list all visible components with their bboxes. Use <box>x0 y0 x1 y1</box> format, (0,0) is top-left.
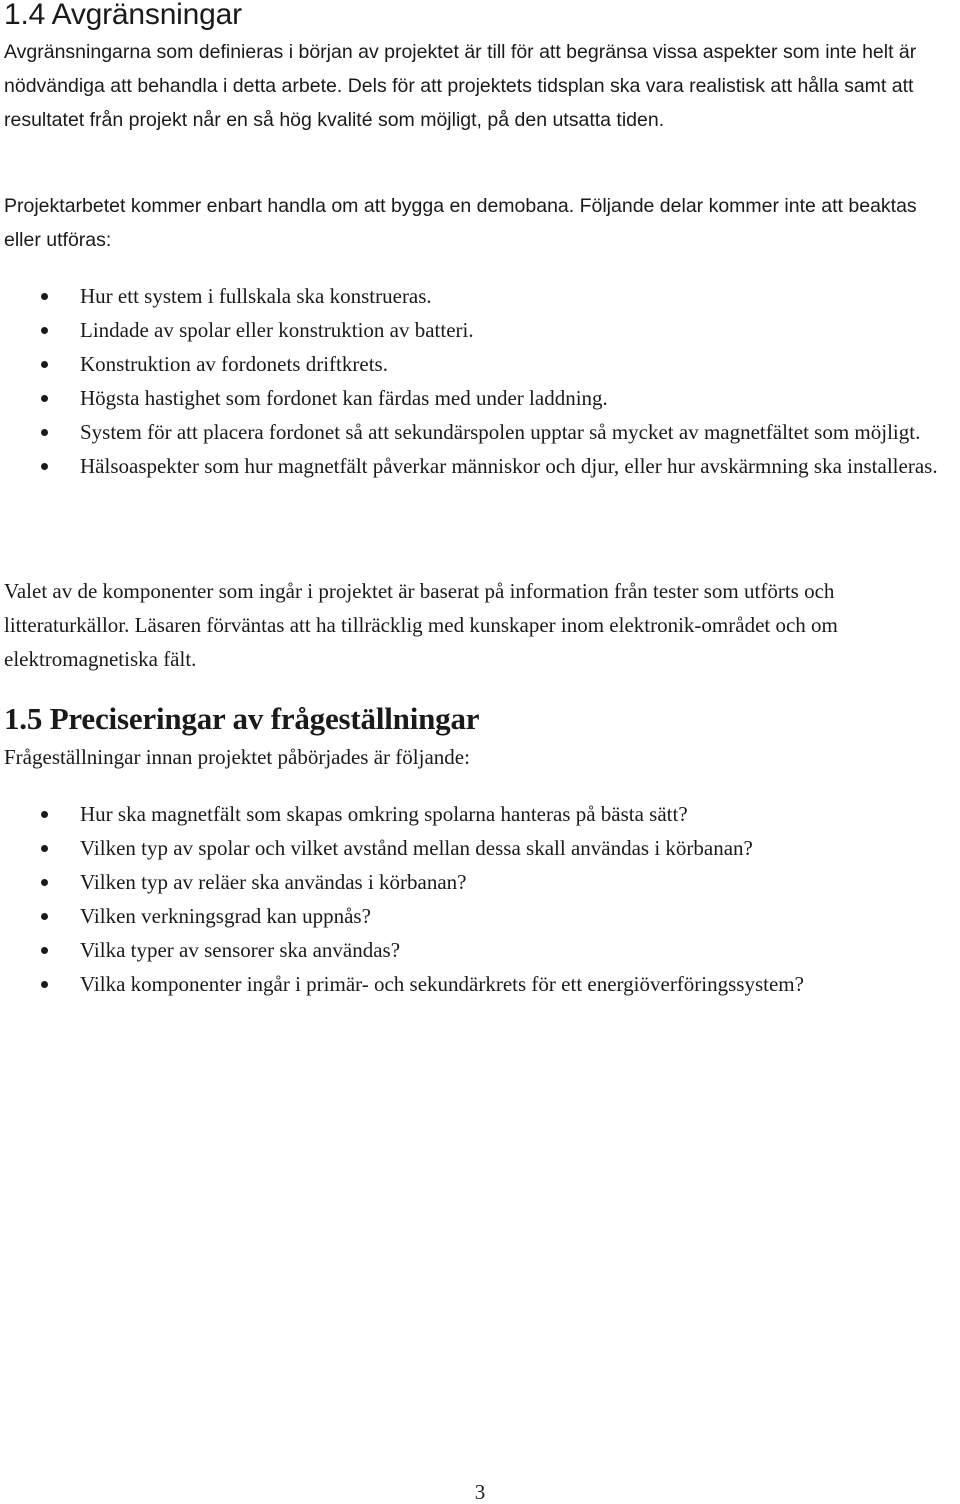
list-item <box>0 415 958 449</box>
list-item <box>0 347 958 381</box>
list-item-text: Hur ska magnetfält som skapas omkring spolarna hanteras på bästa sätt? <box>80 802 688 826</box>
bullet-icon <box>41 463 48 470</box>
bullet-icon <box>41 293 48 300</box>
bullet-icon <box>41 913 48 920</box>
paragraph-fragestallningar-intro: Frågeställningar innan projektet påbörjades är följande: <box>4 745 470 769</box>
paragraph-avgransningar-intro: Avgränsningarna som definieras i början av projektet är till för att begränsa vissa aspekter som inte helt är nödvändiga att behandla i detta arbete. Dels för att projektets tidsplan ska vara realistisk att hålla samt att resultatet från projekt når en så hög kvalité som möjligt, på den utsatta tiden. <box>4 41 917 131</box>
bullet-icon <box>41 327 48 334</box>
list-item <box>0 797 958 831</box>
bullet-icon <box>41 429 48 436</box>
list-item-text: Lindade av spolar eller konstruktion av batteri. <box>80 318 474 342</box>
questions-list <box>0 797 960 1001</box>
section-heading-preciseringar: 1.5 Preciseringar av frågeställningar <box>4 701 480 736</box>
list-item <box>0 967 958 1001</box>
bullet-icon <box>41 879 48 886</box>
list-item <box>0 381 958 415</box>
list-item-text: Högsta hastighet som fordonet kan färdas med under laddning. <box>80 386 608 410</box>
list-item <box>0 449 958 483</box>
list-item-text: Vilka typer av sensorer ska användas? <box>80 938 401 962</box>
list-item-text: Vilka komponenter ingår i primär- och sekundärkrets för ett energiöverföringssystem? <box>80 972 804 996</box>
bullet-icon <box>41 981 48 988</box>
list-item <box>0 313 958 347</box>
page-number: 3 <box>474 1480 486 1504</box>
list-item <box>0 899 958 933</box>
list-item <box>0 279 958 313</box>
list-item <box>0 831 958 865</box>
list-item <box>0 865 958 899</box>
list-item-text: Hälsoaspekter som hur magnetfält påverkar människor och djur, eller hur avskärmning ska installeras. <box>80 454 938 478</box>
list-item-text: Vilken verkningsgrad kan uppnås? <box>80 904 371 928</box>
paragraph-komponenter: Valet av de komponenter som ingår i projektet är baserat på information från tester som utförts och litteraturkällor. Läsaren förväntas att ha tillräcklig med kunskaper inom elektronik-området och om elektromagnetiska fält. <box>4 579 838 671</box>
list-item <box>0 933 958 967</box>
bullet-icon <box>41 361 48 368</box>
list-item-text: Hur ett system i fullskala ska konstrueras. <box>80 284 432 308</box>
bullet-icon <box>41 395 48 402</box>
exclusions-list <box>0 279 960 483</box>
list-item-text: Vilken typ av reläer ska användas i körbanan? <box>80 870 467 894</box>
bullet-icon <box>41 811 48 818</box>
bullet-icon <box>41 845 48 852</box>
list-item-text: Vilken typ av spolar och vilket avstånd mellan dessa skall användas i körbanan? <box>80 836 753 860</box>
list-item-text: System för att placera fordonet så att sekundärspolen upptar så mycket av magnetfältet som möjligt. <box>80 420 921 444</box>
bullet-icon <box>41 947 48 954</box>
section-heading-avgransningar: 1.4 Avgränsningar <box>4 0 242 31</box>
list-item-text: Konstruktion av fordonets driftkrets. <box>80 352 388 376</box>
paragraph-demobana: Projektarbetet kommer enbart handla om att bygga en demobana. Följande delar kommer inte att beaktas eller utföras: <box>4 195 917 251</box>
